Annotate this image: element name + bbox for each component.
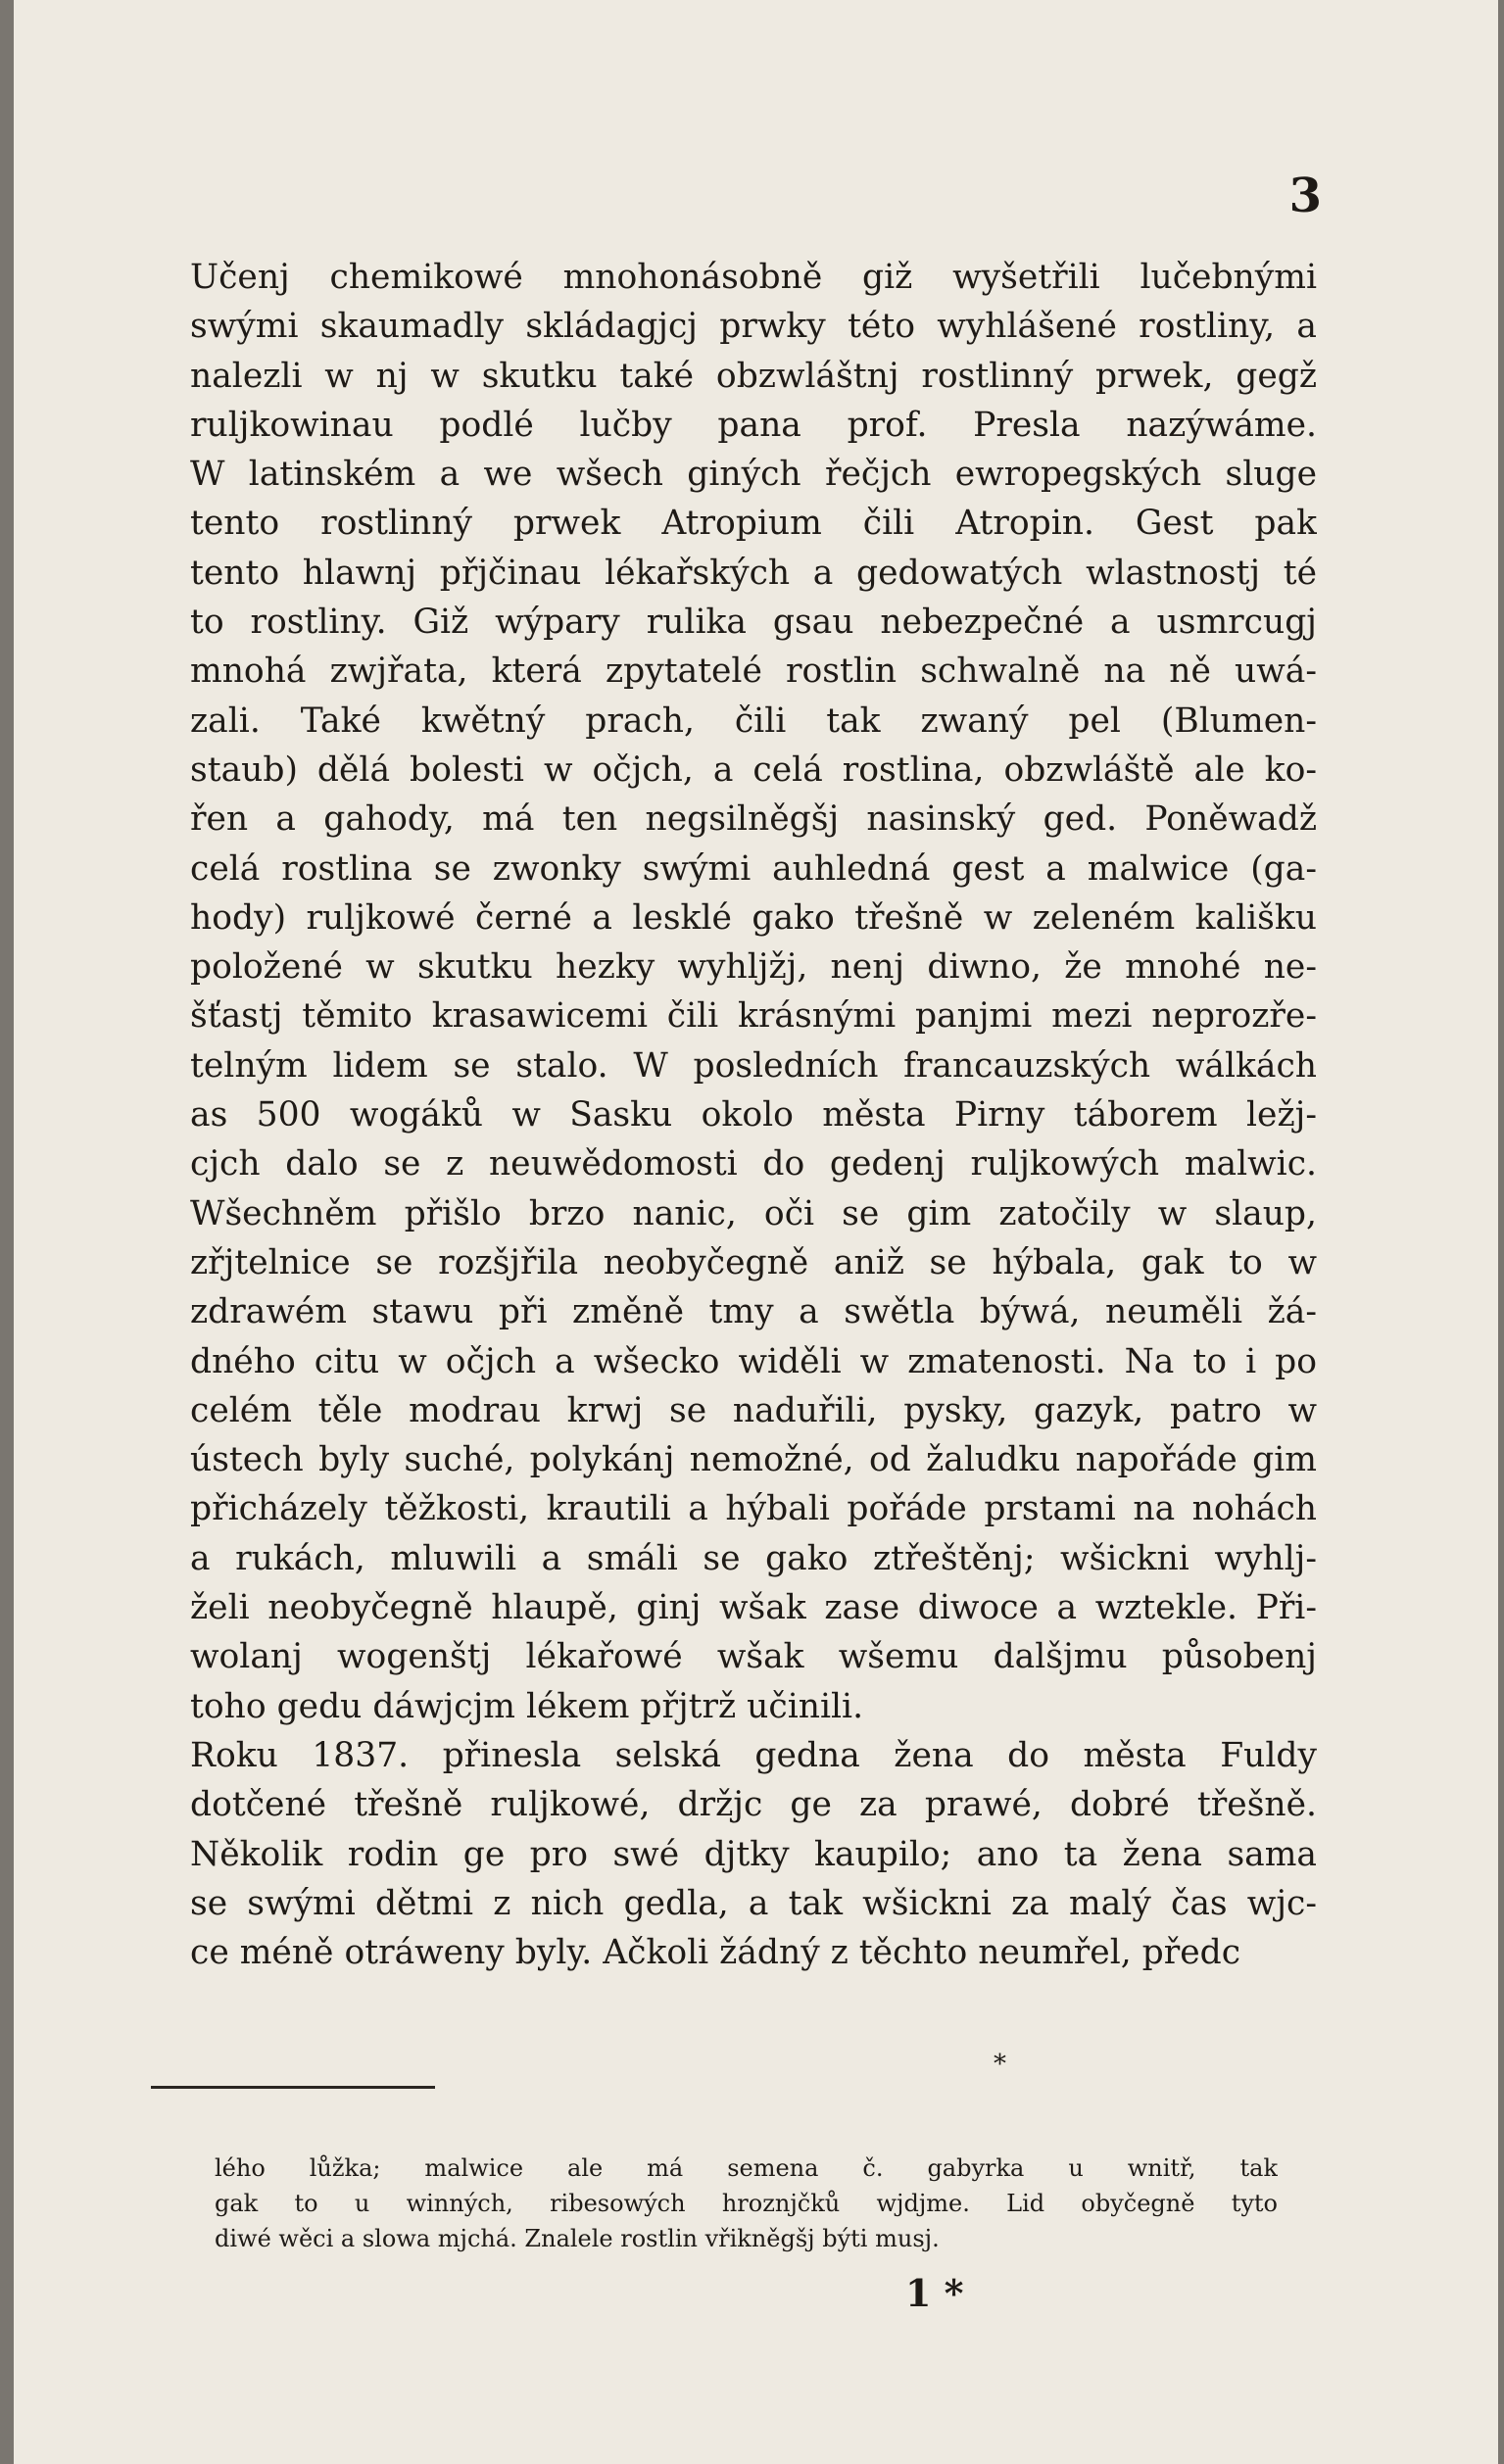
text-line: zdrawém stawu při změně tmy a swětla býwá, neuměli žá- xyxy=(190,1292,1317,1332)
text-line: dotčené třešně ruljkowé, držjc ge za prawé, dobré třešně. xyxy=(190,1785,1317,1825)
text-line: W latinském a we wšech giných řečjch ewropegských sluge xyxy=(190,455,1317,495)
text-line: Učenj chemikowé mnohonásobně giž wyšetřili lučebnými xyxy=(190,258,1317,297)
footnote-rule xyxy=(151,2086,435,2089)
text-line: Několik rodin ge pro swé djtky kaupilo; ano ta žena sama xyxy=(190,1834,1317,1874)
text-line: tento rostlinný prwek Atropium čili Atropin. Gest pak xyxy=(190,504,1317,544)
text-line: swými skaumadly skládagjcj prwky této wyhlášené rostliny, a xyxy=(190,307,1317,347)
text-line: Wšechněm přišlo brzo nanic, oči se gim zatočily w slaup, xyxy=(190,1193,1317,1233)
text-line: hody) ruljkowé černé a lesklé gako třešně w zeleném kališku xyxy=(190,897,1317,938)
text-line: zali. Také kwětný prach, čili tak zwaný pel (Blumen- xyxy=(190,701,1317,741)
text-line: nalezli w nj w skutku také obzwláštnj rostlinný prwek, gegž xyxy=(190,356,1317,396)
text-line: to rostliny. Giž wýpary rulika gsau nebezpečné a usmrcugj xyxy=(190,603,1317,643)
body-text xyxy=(190,253,1317,1977)
footnote-line: gak to u winných, ribesowých hroznjčků wjdjme. Lid obyčegně tyto xyxy=(215,2190,1278,2217)
text-line: tento hlawnj přjčinau lékařských a gedowatých wlastnostj té xyxy=(190,553,1317,593)
text-line: a rukách, mluwili a smáli se gako ztřeštěnj; wšickni wyhlj- xyxy=(190,1538,1317,1578)
text-line: řen a gahody, má ten negsilněgšj nasinský ged. Poněwadž xyxy=(190,799,1317,840)
text-line: se swými dětmi z nich gedla, a tak wšickni za malý čas wjc- xyxy=(190,1883,1317,1923)
text-line: wolanj wogenštj lékařowé wšak wšemu dalšjmu působenj xyxy=(190,1637,1317,1677)
text-line: ruljkowinau podlé lučby pana prof. Presla nazýwáme. xyxy=(190,405,1317,445)
page-number: 3 xyxy=(1288,169,1322,223)
book-page xyxy=(14,0,1498,2464)
footnote-mark: * xyxy=(994,2050,1006,2079)
text-line: Roku 1837. přinesla selská gedna žena do města Fuldy xyxy=(190,1735,1317,1775)
text-line: zřjtelnice se rozšjřila neobyčegně aniž se hýbala, gak to w xyxy=(190,1242,1317,1282)
printer-signature: 1 * xyxy=(905,2271,964,2315)
text-line: as 500 wogáků w Sasku okolo města Pirny táborem ležj- xyxy=(190,1095,1317,1135)
text-line: přicházely těžkosti, krautili a hýbali pořáde prstami na nohách xyxy=(190,1489,1317,1529)
text-line: staub) dělá bolesti w očjch, a celá rostlina, obzwláště ale ko- xyxy=(190,749,1317,790)
footnote-line: lého lůžka; malwice ale má semena č. gabyrka u wnitř, tak xyxy=(215,2154,1278,2182)
footnote-line: diwé wěci a slowa mjchá. Znalele rostlin vřikněgšj býti musj. xyxy=(215,2225,940,2252)
text-line: telným lidem se stalo. W posledních francauzských wálkách xyxy=(190,1045,1317,1086)
text-line: mnohá zwjřata, která zpytatelé rostlin schwalně na ně uwá- xyxy=(190,652,1317,692)
text-line: položené w skutku hezky wyhljžj, nenj diwno, že mnohé ne- xyxy=(190,947,1317,988)
text-line: ústech byly suché, polykánj nemožné, od žaludku napořáde gim xyxy=(190,1440,1317,1480)
text-line: želi neobyčegně hlaupě, ginj wšak zase diwoce a wztekle. Při- xyxy=(190,1588,1317,1628)
text-line: celém těle modrau krwj se naduřili, pysky, gazyk, patro w xyxy=(190,1390,1317,1430)
text-line: cjch dalo se z neuwědomosti do gedenj ruljkowých malwic. xyxy=(190,1144,1317,1184)
text-line: toho gedu dáwjcjm lékem přjtrž učinili. xyxy=(190,1686,864,1726)
text-line: dného citu w očjch a wšecko widěli w zmatenosti. Na to i po xyxy=(190,1341,1317,1381)
footnote xyxy=(215,2150,1278,2256)
text-line: šťastj těmito krasawicemi čili krásnými panjmi mezi neprozře- xyxy=(190,996,1317,1037)
text-line: celá rostlina se zwonky swými auhledná gest a malwice (ga- xyxy=(190,848,1317,889)
text-line: ce méně otráweny byly. Ačkoli žádný z těchto neumřel, předc xyxy=(190,1933,1241,1973)
